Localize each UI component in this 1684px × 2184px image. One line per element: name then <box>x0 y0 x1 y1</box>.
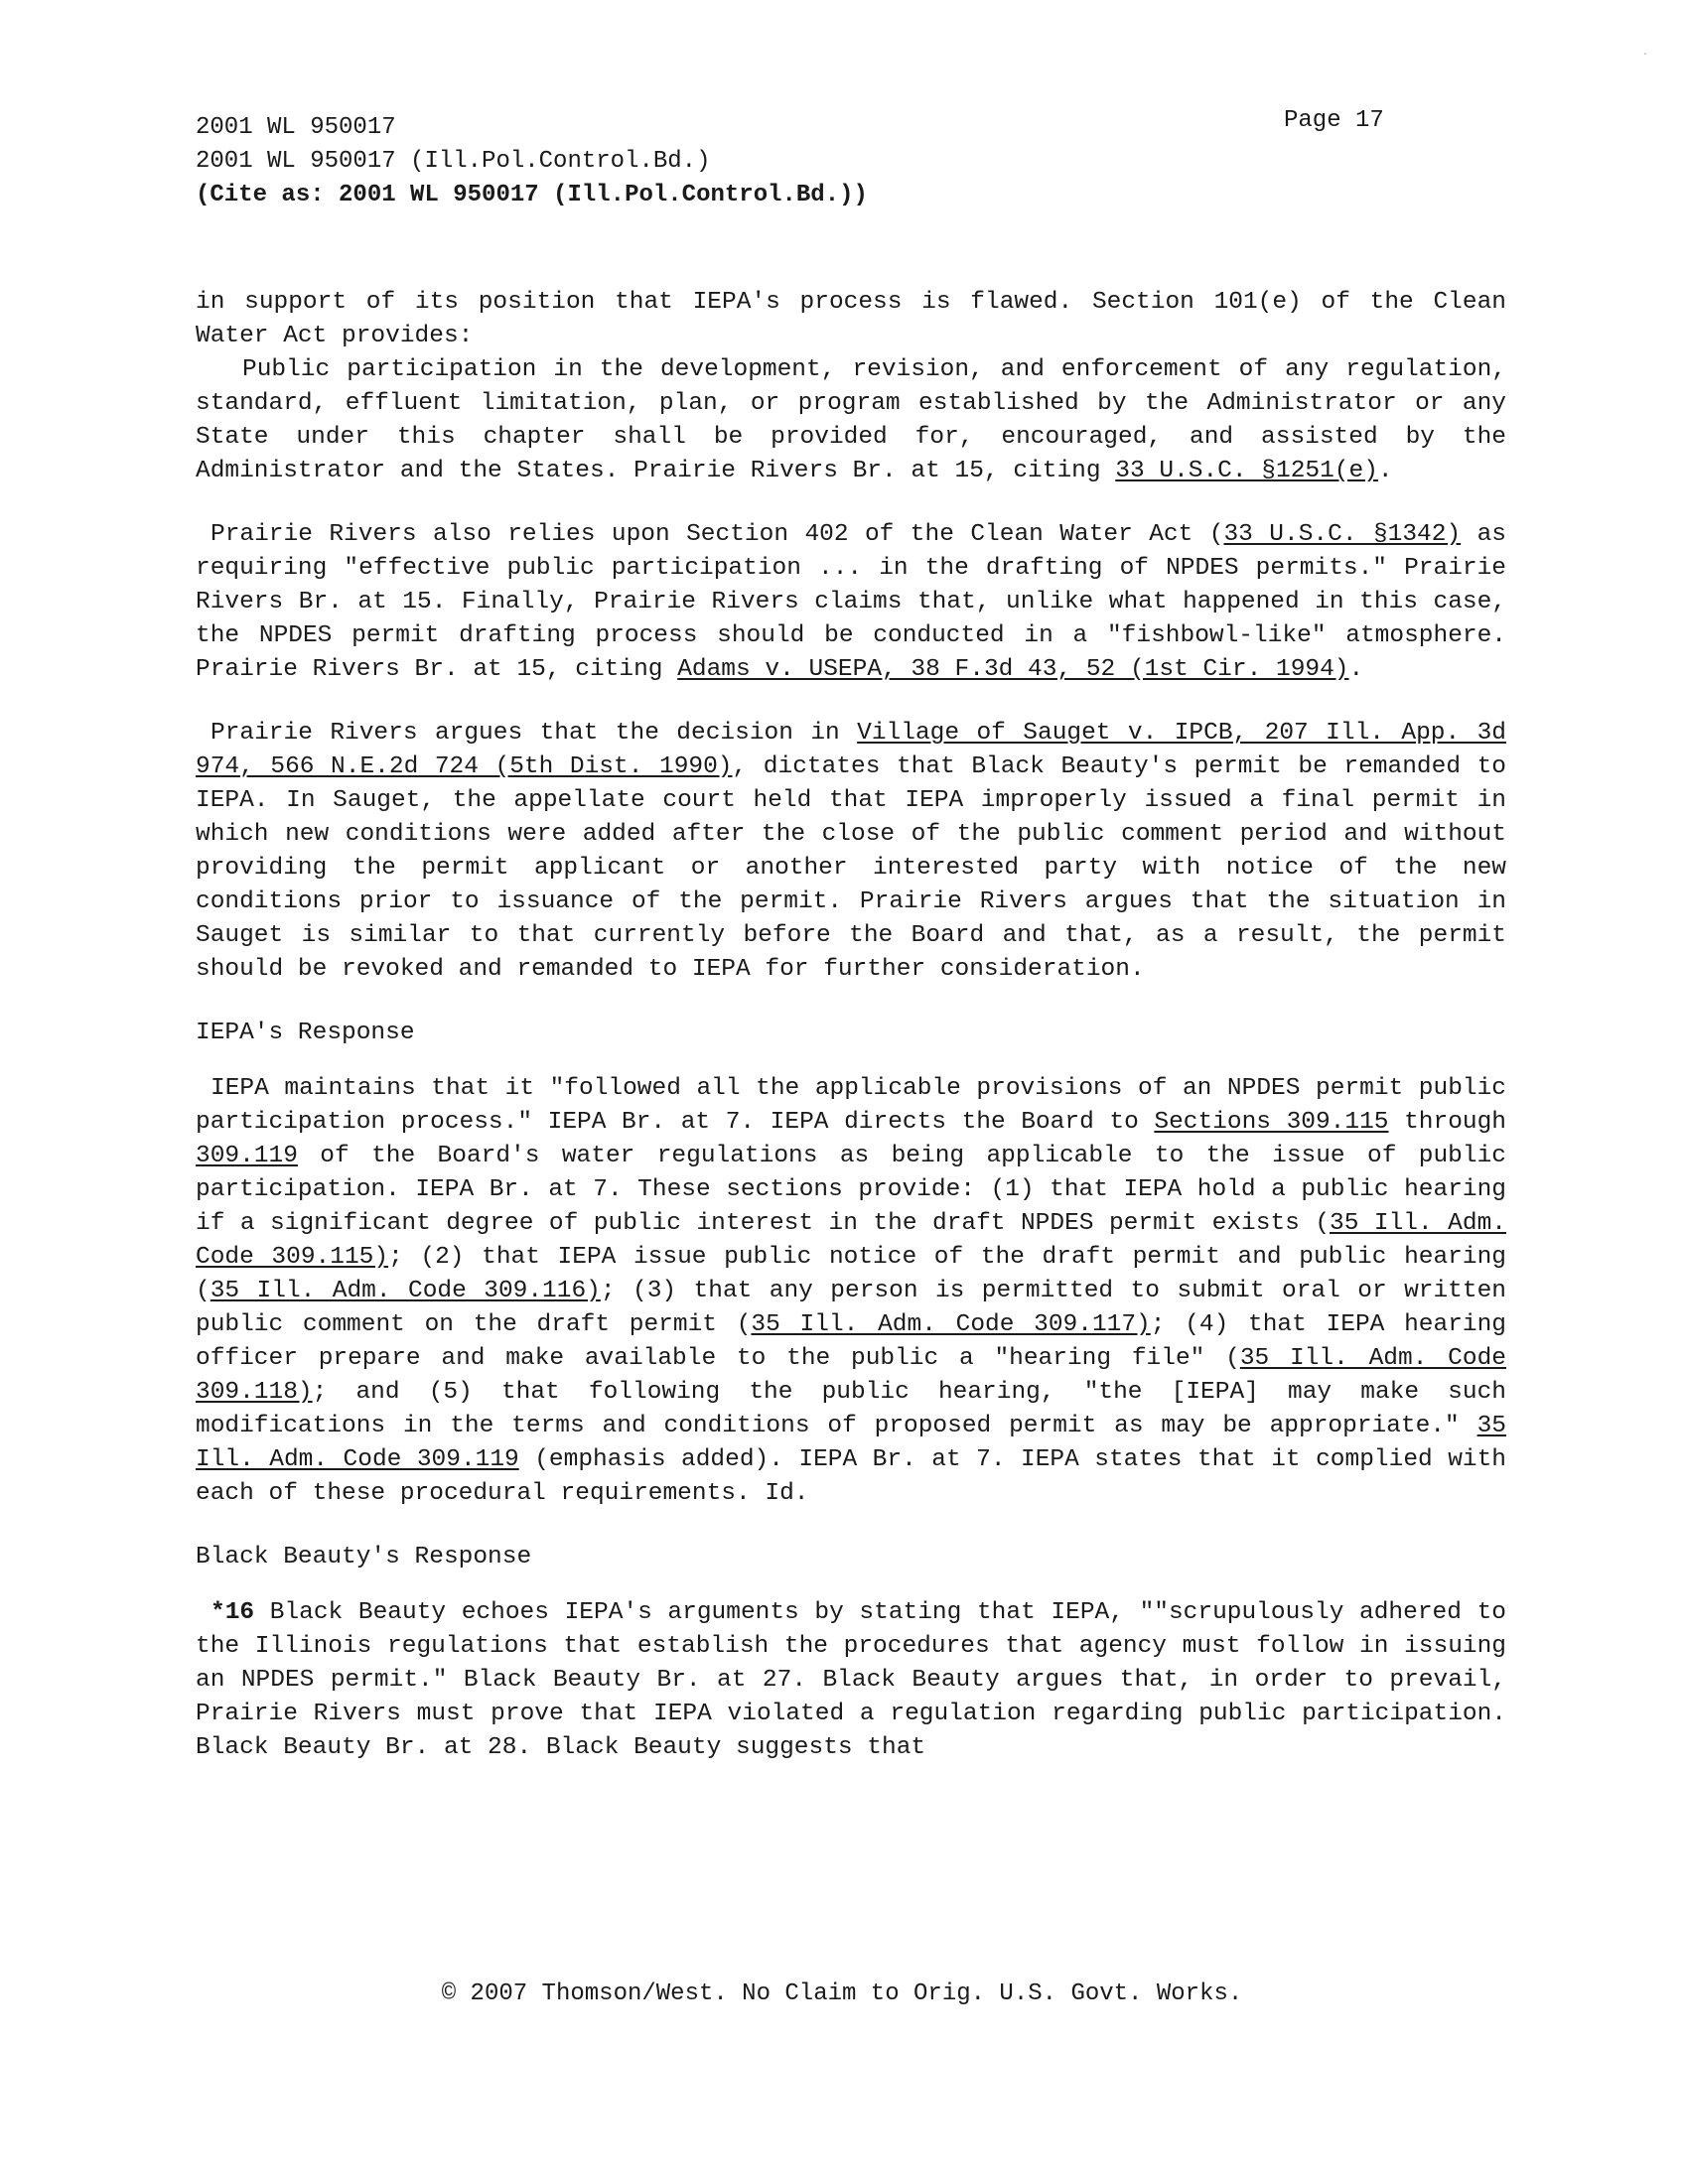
paragraph-6 <box>196 1596 1506 1765</box>
star-page-marker: *16 <box>210 1599 255 1626</box>
citation-link-309-119[interactable]: 309.119 <box>196 1143 298 1169</box>
citation-link-code-309-115[interactable]: 35 Ill. Adm. Code 309.115) <box>196 1210 1506 1271</box>
citation-link-adams-v-usepa[interactable]: Adams v. USEPA, 38 F.3d 43, 52 (1st Cir. 1994) <box>677 656 1349 683</box>
citation-link-33-usc-1251[interactable]: 33 U.S.C. §1251(e) <box>1115 458 1378 484</box>
paragraph-1: in support of its position that IEPA's process is flawed. Section 101(e) of the Clean Water Act provides: <box>196 289 1506 349</box>
p5-text-b: through <box>1388 1109 1507 1136</box>
p3-text-a: Prairie Rivers also relies upon Section 402 of the Clean Water Act ( <box>210 521 1224 548</box>
cite-as-line: (Cite as: 2001 WL 950017 (Ill.Pol.Control.Bd.)) <box>196 182 868 208</box>
p3-text-b: as requiring "effective public participation ... in the drafting of NPDES permits." Prairie Rivers Br. at 15. Finally, Prairie Rivers claims that, unlike what happened in this case, the NPDES permit drafting process should be conducted in a "fishbowl-like" atmosphere. Prairie Rivers Br. at 15, citing <box>196 521 1507 683</box>
copyright-footer: © 2007 Thomson/West. No Claim to Orig. U.S. Govt. Works. <box>441 1980 1243 2007</box>
paragraph-4 <box>196 717 1506 987</box>
citation-link-code-309-119[interactable]: 35 Ill. Adm. Code 309.119 <box>196 1413 1506 1473</box>
citation-link-code-309-118[interactable]: 35 Ill. Adm. Code 309.118) <box>196 1345 1506 1406</box>
scan-speck: · <box>1642 50 1649 61</box>
paragraph-5 <box>196 1072 1506 1511</box>
p5-text-e: ; (3) that any person is permitted to submit oral or written public comment on the draft permit ( <box>196 1278 1506 1338</box>
block-quote <box>196 353 1506 488</box>
p5-text-c: of the Board's water regulations as being applicable to the issue of public participation. IEPA Br. at 7. These sections provide: (1) that IEPA hold a public hearing if a significant degree of public interest in the draft NPDES permit exists ( <box>196 1143 1506 1237</box>
citation-line-1: 2001 WL 950017 <box>196 114 396 141</box>
citation-header <box>196 111 868 212</box>
citation-line-2: 2001 WL 950017 (Ill.Pol.Control.Bd.) <box>196 148 711 175</box>
paragraph-3 <box>196 518 1506 687</box>
p5-text-g: ; and (5) that following the public hearing, "the [IEPA] may make such modifications in the terms and conditions of proposed permit as may be appropriate." <box>196 1379 1506 1439</box>
document-body <box>196 286 1506 1795</box>
citation-link-code-309-116[interactable]: 35 Ill. Adm. Code 309.116) <box>210 1278 601 1304</box>
citation-link-sections-309-115[interactable]: Sections 309.115 <box>1154 1109 1389 1136</box>
section-heading-black-beauty-response: Black Beauty's Response <box>196 1544 532 1570</box>
quote-text: Public participation in the development, revision, and enforcement of any regulation, standard, effluent limitation, plan, or program established by the Administrator or any State under this chapter shall be provided for, encouraged, and assisted by the Administrator and the States. Prairie Rivers Br. at 15, citing <box>196 356 1506 484</box>
section-heading-iepa-response: IEPA's Response <box>196 1020 415 1046</box>
p5-text-a: IEPA maintains that it "followed all the applicable provisions of an NPDES permit public participation process." IEPA Br. at 7. IEPA directs the Board to <box>196 1075 1506 1136</box>
p3-text-c: . <box>1348 656 1364 683</box>
p4-text-a: Prairie Rivers argues that the decision in <box>210 720 858 747</box>
citation-link-code-309-117[interactable]: 35 Ill. Adm. Code 309.117) <box>751 1311 1151 1338</box>
p5-text-d: ; (2) that IEPA issue public notice of the draft permit and public hearing ( <box>196 1244 1506 1304</box>
p6-text: Black Beauty echoes IEPA's arguments by stating that IEPA, ""scrupulously adhered to the Illinois regulations that establish the procedures that agency must follow in issuing an NPDES permit." Black Beauty Br. at 27. Black Beauty argues that, in order to prevail, Prairie Rivers must prove that IEPA violated a regulation regarding public participation. Black Beauty Br. at 28. Black Beauty suggests that <box>196 1599 1506 1761</box>
p5-text-f: ; (4) that IEPA hearing officer prepare and make available to the public a "hearing file" ( <box>196 1311 1507 1372</box>
p5-text-h: (emphasis added). IEPA Br. at 7. IEPA states that it complied with each of these procedural requirements. Id. <box>196 1446 1506 1507</box>
p4-text-b: , dictates that Black Beauty's permit be remanded to IEPA. In Sauget, the appellate court held that IEPA improperly issued a final permit in which new conditions were added after the close of the public comment period and without providing the permit applicant or another interested party with notice of the new conditions prior to issuance of the permit. Prairie Rivers argues that the situation in Sauget is similar to that currently before the Board and that, as a result, the permit should be revoked and remanded to IEPA for further consideration. <box>196 753 1506 983</box>
page-number: Page 17 <box>1284 107 1384 134</box>
quote-end: . <box>1377 458 1393 484</box>
citation-link-33-usc-1342[interactable]: 33 U.S.C. §1342) <box>1223 521 1462 548</box>
citation-link-village-of-sauget[interactable]: Village of Sauget v. IPCB, 207 Ill. App. 3d 974, 566 N.E.2d 724 (5th Dist. 1990) <box>196 720 1507 780</box>
